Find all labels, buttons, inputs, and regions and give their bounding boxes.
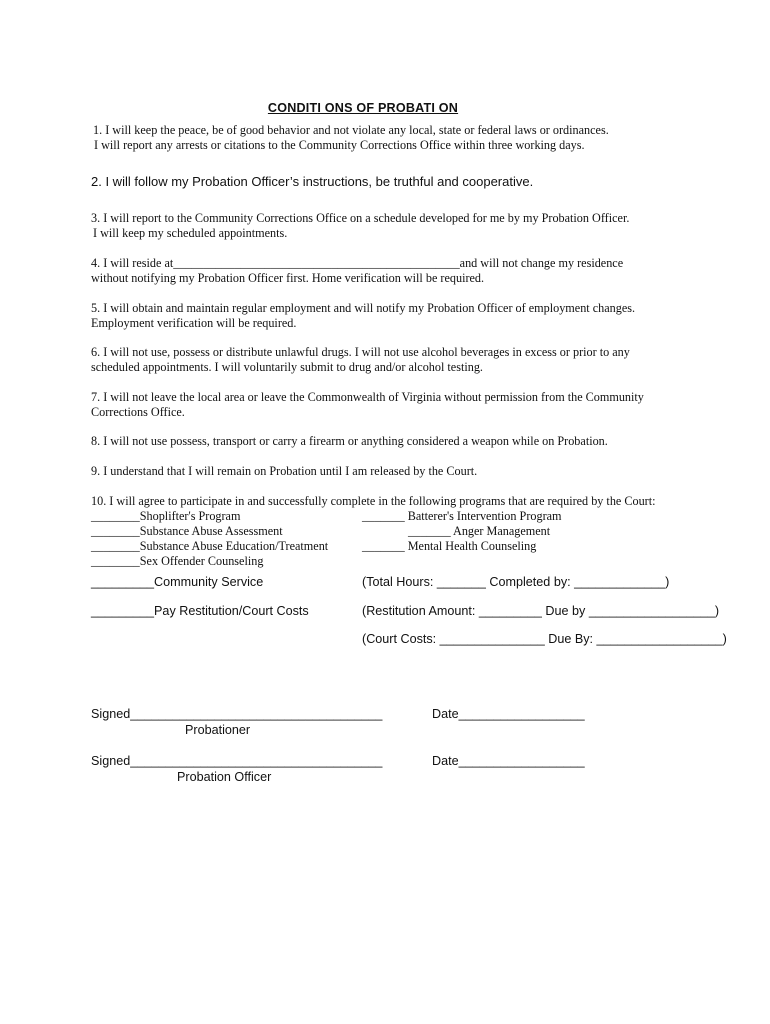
- condition-3-line-1: 3. I will report to the Community Corrections Office on a schedule developed for me by my Probation Officer.: [91, 211, 630, 225]
- probationer-label: Probationer: [185, 723, 251, 737]
- program-shoplifter[interactable]: ________Shoplifter's Program: [91, 509, 241, 523]
- condition-4-line-1: [91, 256, 623, 271]
- condition-9: 9. I understand that I will remain on Probation until I am released by the Court.: [91, 464, 478, 478]
- community-service-field[interactable]: _________Community Service: [91, 575, 264, 589]
- program-batterers-intervention[interactable]: _______ Batterer's Intervention Program: [362, 509, 562, 523]
- condition-5-line-1: 5. I will obtain and maintain regular employment and will notify my Probation Officer of employment changes.: [91, 301, 636, 315]
- program-substance-abuse-education[interactable]: ________Substance Abuse Education/Treatment: [91, 539, 329, 553]
- condition-8: 8. I will not use possess, transport or carry a firearm or anything considered a weapon while on Probation.: [91, 434, 608, 448]
- program-sex-offender-counseling[interactable]: ________Sex Offender Counseling: [91, 554, 264, 568]
- page-title: CONDITI ONS OF PROBATI ON: [267, 101, 459, 115]
- condition-1-line-2: I will report any arrests or citations to the Community Corrections Office within three working days.: [94, 138, 585, 152]
- total-hours-field[interactable]: (Total Hours: _______ Completed by: _____________): [362, 575, 670, 589]
- condition-1-line-1: 1. I will keep the peace, be of good behavior and not violate any local, state or federal laws or ordinances.: [93, 123, 609, 137]
- probation-officer-label: Probation Officer: [177, 770, 272, 784]
- residence-blank[interactable]: _______________________________________________: [173, 256, 460, 270]
- condition-7-line-2: Corrections Office.: [91, 405, 185, 419]
- condition-4-text-end: and will not change my residence: [459, 256, 624, 270]
- condition-10: 10. I will agree to participate in and successfully complete in the following programs that are required by the Court:: [91, 494, 656, 508]
- condition-2: 2. I will follow my Probation Officer’s instructions, be truthful and cooperative.: [91, 174, 534, 189]
- condition-3-line-2: I will keep my scheduled appointments.: [93, 226, 288, 240]
- probationer-date-line[interactable]: Date__________________: [432, 707, 585, 721]
- restitution-amount-field[interactable]: (Restitution Amount: _________ Due by __________________): [362, 604, 720, 618]
- court-costs-field[interactable]: (Court Costs: _______________ Due By: __________________): [362, 632, 727, 646]
- program-substance-abuse-assessment[interactable]: ________Substance Abuse Assessment: [91, 524, 283, 538]
- program-mental-health-counseling[interactable]: _______ Mental Health Counseling: [362, 539, 537, 553]
- officer-date-line[interactable]: Date__________________: [432, 754, 585, 768]
- condition-4-line-2: without notifying my Probation Officer first. Home verification will be required.: [91, 271, 485, 285]
- pay-restitution-field[interactable]: _________Pay Restitution/Court Costs: [91, 604, 309, 618]
- condition-7-line-1: 7. I will not leave the local area or leave the Commonwealth of Virginia without permission from the Community: [91, 390, 644, 404]
- condition-5-line-2: Employment verification will be required.: [91, 316, 297, 330]
- condition-6-line-1: 6. I will not use, possess or distribute unlawful drugs. I will not use alcohol beverages in excess or prior to any: [91, 345, 630, 359]
- probationer-signature-line[interactable]: Signed____________________________________: [91, 707, 383, 721]
- condition-6-line-2: scheduled appointments. I will voluntarily submit to drug and/or alcohol testing.: [91, 360, 483, 374]
- program-anger-management[interactable]: _______ Anger Management: [408, 524, 551, 538]
- condition-4-text-start: 4. I will reside at: [91, 256, 174, 270]
- officer-signature-line[interactable]: Signed____________________________________: [91, 754, 383, 768]
